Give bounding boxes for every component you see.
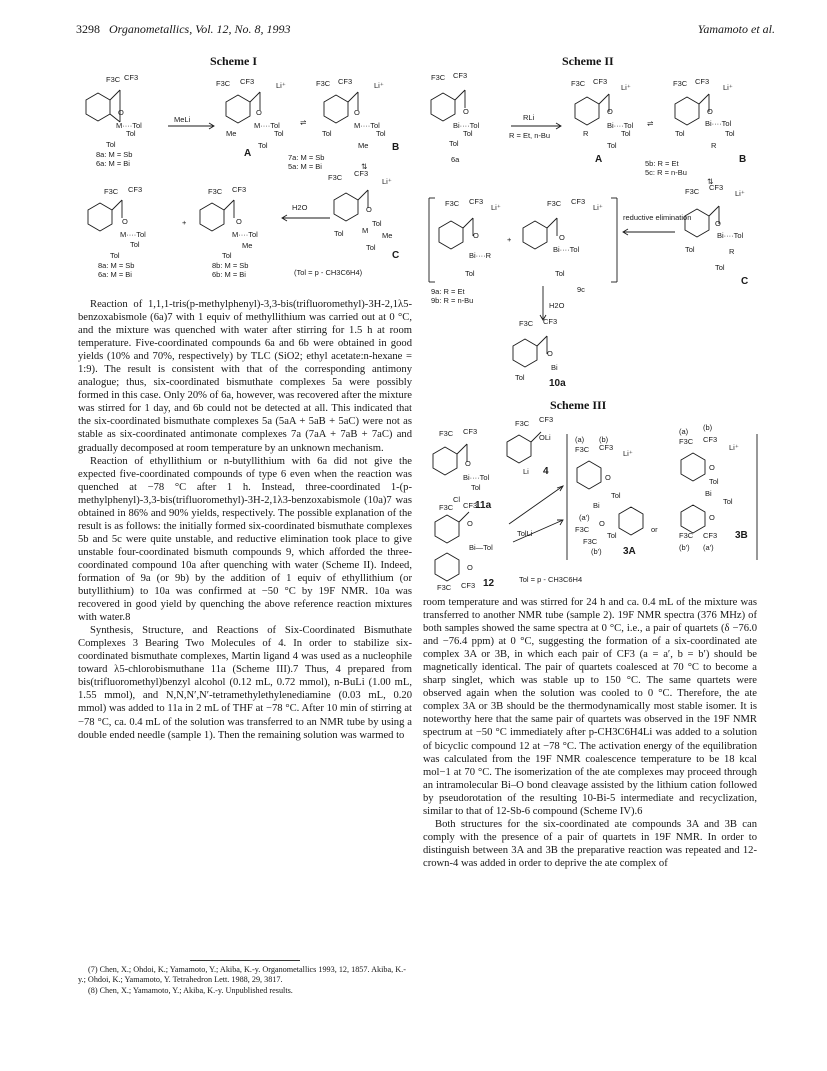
- page-number: 3298: [76, 22, 100, 36]
- svg-text:Bi····Tol: Bi····Tol: [553, 245, 580, 254]
- svg-text:O: O: [463, 107, 469, 116]
- volume-info: Vol. 12, No. 8, 1993: [195, 22, 291, 36]
- svg-text:Me: Me: [358, 141, 369, 150]
- svg-text:Tol: Tol: [715, 263, 725, 272]
- svg-text:Bi····Tol: Bi····Tol: [463, 473, 490, 482]
- svg-text:Tol: Tol: [222, 251, 232, 260]
- svg-text:F3C: F3C: [439, 429, 454, 438]
- svg-text:Tol: Tol: [106, 140, 116, 149]
- svg-text:Tol: Tol: [366, 243, 376, 252]
- label-8a-top: 8a: M = Sb: [96, 150, 133, 159]
- svg-text:Me: Me: [382, 231, 393, 240]
- svg-text:Li⁺: Li⁺: [593, 203, 603, 212]
- or-label: or: [651, 525, 658, 534]
- svg-text:Tol: Tol: [471, 483, 481, 492]
- reference-7: (7) Chen, X.; Ohdoi, K.; Yamamoto, Y.; Akiba, K.-y. Organometallics 1993, 12, 1857. Akiba, K.-y.; Ohdoi, K.; Yamamoto, Y. Tetrahedron Lett. 1988, 29, 3817.: [78, 965, 406, 984]
- label-9c: 9c: [577, 285, 585, 294]
- svg-text:F3C: F3C: [679, 531, 694, 540]
- svg-text:Bi····Tol: Bi····Tol: [705, 119, 732, 128]
- svg-text:(b): (b): [599, 435, 609, 444]
- svg-text:+: +: [507, 235, 512, 244]
- structure-8b-6b: [200, 185, 258, 260]
- svg-text:Li⁺: Li⁺: [621, 83, 631, 92]
- label-8b: 8b: M = Sb: [212, 261, 249, 270]
- svg-text:O: O: [122, 217, 128, 226]
- svg-text:R: R: [583, 129, 589, 138]
- svg-text:Tol: Tol: [334, 229, 344, 238]
- svg-text:(b′): (b′): [591, 547, 602, 556]
- label-7a: 7a: M = Sb: [288, 153, 325, 162]
- svg-text:⇅: ⇅: [361, 162, 368, 171]
- svg-text:M····Tol: M····Tol: [254, 121, 280, 130]
- svg-text:F3C: F3C: [515, 419, 530, 428]
- svg-text:Tol: Tol: [126, 129, 136, 138]
- running-header-authors: Yamamoto et al.: [697, 22, 775, 36]
- label-B-s2: B: [739, 154, 747, 165]
- svg-text:Tol: Tol: [709, 477, 719, 486]
- svg-text:F3C: F3C: [328, 173, 343, 182]
- svg-text:OLi: OLi: [539, 433, 551, 442]
- svg-text:M····Tol: M····Tol: [232, 230, 258, 239]
- label-C-s1: C: [392, 250, 400, 261]
- svg-text:F3C: F3C: [106, 75, 121, 84]
- svg-text:Tol: Tol: [607, 141, 617, 150]
- svg-text:F3C: F3C: [519, 319, 534, 328]
- svg-text:Bi····Tol: Bi····Tol: [453, 121, 480, 130]
- svg-text:O: O: [707, 107, 713, 116]
- svg-text:O: O: [715, 219, 721, 228]
- svg-text:Tol: Tol: [258, 141, 268, 150]
- reference-8: (8) Chen, X.; Yamamoto, Y.; Akiba, K.-y. Unpublished results.: [88, 986, 293, 995]
- structure-3B: [679, 423, 739, 552]
- svg-text:(b): (b): [703, 423, 713, 432]
- label-4: 4: [543, 466, 549, 477]
- svg-text:CF3: CF3: [593, 77, 608, 86]
- svg-text:CF3: CF3: [354, 169, 369, 178]
- svg-text:O: O: [118, 108, 124, 117]
- reagent-h2o-s1: H2O: [292, 203, 308, 212]
- svg-text:+: +: [182, 218, 187, 227]
- running-header-left: [76, 22, 291, 37]
- reagent-h2o-s2: H2O: [549, 301, 565, 310]
- label-6a-bottom: 6a: M = Bi: [98, 270, 132, 279]
- svg-text:F3C: F3C: [437, 583, 452, 592]
- svg-text:Cl: Cl: [453, 495, 461, 504]
- svg-text:F3C: F3C: [673, 79, 688, 88]
- svg-text:CF3: CF3: [128, 185, 143, 194]
- svg-text:F3C: F3C: [679, 437, 694, 446]
- svg-text:⇌: ⇌: [647, 119, 654, 128]
- svg-text:⇅: ⇅: [707, 177, 714, 186]
- reagent-condition-s2: R = Et, n-Bu: [509, 131, 551, 140]
- svg-text:Bi····Tol: Bi····Tol: [717, 231, 744, 240]
- right-text-column: [423, 596, 757, 870]
- paragraph-4: room temperature and was stirred for 24 h and ca. 0.4 mL of the mixture was transferred to another NMR tube (sample 2). 19F NMR spectra (376 MHz) of both samples showed the same spectra at 0 °C, i.e., a pair of quartets (δ −76.0 and −76.4 ppm) at 0 °C, suggesting the formation of a six-coordinated ate complex 3A or 3B, in which each pair of CF3 (a = a′, b = b′) should be magnetically identical. The pair of quartets coalesced at 70 °C to become a sharp singlet, which was stable up to 150 °C. The same quartets were observed again when the solution was cooled to 0 °C. Therefore, the ate complex 3A or 3B should be the thermodynamically most stable isomer. It is noteworthy here that the same pair of quartets was observed in the 19F NMR spectrum at −50 °C immediately after p-CH3C6H4Li was added to a solution of bicyclic compound 12 at −78 °C. The activation energy of the equilibration was calculated from the 19F NMR coalescence temperature to be 18 kcal mol−1 at 70 °C. The isomerization of the ate complexes may proceed through an intramolecular Bi–O bond cleavage assisted by the lithium cation followed by pseudorotation of the resulting 10-Bi-5 intermediate and recyclization, similar to that of 12-Sb-6 compound (Scheme IV).6: [423, 597, 757, 817]
- svg-text:O: O: [473, 231, 479, 240]
- svg-text:CF3: CF3: [232, 185, 247, 194]
- label-C-s2: C: [741, 276, 749, 287]
- label-A-s1: A: [244, 148, 252, 159]
- svg-text:M····Tol: M····Tol: [354, 121, 380, 130]
- svg-text:Bi: Bi: [705, 489, 712, 498]
- svg-text:M: M: [362, 226, 369, 235]
- structure-9-right: [523, 197, 603, 278]
- svg-text:F3C: F3C: [575, 445, 590, 454]
- svg-text:Bi····R: Bi····R: [469, 251, 492, 260]
- svg-text:Tol: Tol: [723, 497, 733, 506]
- svg-text:O: O: [607, 107, 613, 116]
- svg-text:Tol: Tol: [607, 531, 617, 540]
- svg-text:CF3: CF3: [571, 197, 586, 206]
- svg-text:O: O: [709, 463, 715, 472]
- label-5b: 5b: R = Et: [645, 159, 679, 168]
- scheme-2-diagram: [423, 70, 773, 390]
- footnote-references: [78, 960, 412, 997]
- svg-text:CF3: CF3: [338, 77, 353, 86]
- svg-text:O: O: [256, 108, 262, 117]
- structure-B: [316, 77, 386, 150]
- svg-text:Tol: Tol: [274, 129, 284, 138]
- paragraph-3: Synthesis, Structure, and Reactions of Six-Coordinated Bismuthate Complexes 3 Bearing Two Molecules of 4. In order to stabilize six-coordinated bismuthate complexes, Martin ligand 4 was used as a nucleophile toward λ5-chlorobismuthane 11a (Scheme III).7 Thus, 4 prepared from bis(trifluoromethyl)benzyl alcohol (0.12 mL, 0.72 mmol), n-BuLi (1.00 mL, 1.55 mmol), and N,N,N′,N′-tetramethylethylenediamine (0.03 mL, 0.20 mmol) was added to 11a in 2 mL of THF at −78 °C. After 10 min of stirring at −78 °C, ca. 0.4 mL of the solution was transferred to an NMR tube by using a double ended needle (sample 1). Then the remaining solution was warmed to: [78, 625, 412, 741]
- svg-text:F3C: F3C: [685, 187, 700, 196]
- svg-text:Bi: Bi: [593, 501, 600, 510]
- structure-3A: [575, 435, 643, 556]
- paragraph-1: Reaction of 1,1,1-tris(p-methylphenyl)-3,3-bis(trifluoromethyl)-3H-2,1λ5-benzoxabismole (6a)7 with 1 equiv of methyllithium was carried out at 0 °C, and the mixture was quenched with water after stirring for 1.5 h at room temperature. Five-coordinated compounds 6a and 6b were obtained in good yields (10% and 70%, respectively) by TLC (SiO2; ethyl acetate:n-hexane = 1:9). The result is consistent with that of the corresponding antimony analogue; thus, six-coordinated bismuthate complexes 5a were possibly formed in this case. Only 20% of 6a, however, was recovered after the mixture was stirred for 1 day, and 6b could not be detected at all. This indicated that the six-coordinated bismuthate complexes 5a (5aA + 5aB + 5aC) were not as stable as six-coordinated antimonate complexes 7a (7aA + 7aB + 7aC) and gradually decomposed at room temperature by an unknown mechanism.: [78, 299, 412, 454]
- svg-text:CF3: CF3: [469, 197, 484, 206]
- reagent-rli: RLi: [523, 113, 535, 122]
- structure-11a: [433, 427, 490, 504]
- svg-text:Tol: Tol: [130, 240, 140, 249]
- structure-A-s2: [571, 77, 634, 150]
- svg-text:O: O: [559, 233, 565, 242]
- svg-text:O: O: [709, 513, 715, 522]
- svg-text:R: R: [711, 141, 717, 150]
- svg-text:F3C: F3C: [439, 503, 454, 512]
- svg-text:Li⁺: Li⁺: [735, 189, 745, 198]
- svg-text:O: O: [465, 459, 471, 468]
- svg-text:Tol: Tol: [463, 129, 473, 138]
- svg-text:CF3: CF3: [695, 77, 710, 86]
- svg-text:Tol: Tol: [322, 129, 332, 138]
- svg-text:CF3: CF3: [124, 73, 139, 82]
- svg-text:Tol: Tol: [685, 245, 695, 254]
- structure-C: [328, 169, 392, 252]
- svg-text:(a′): (a′): [579, 513, 590, 522]
- svg-text:(a): (a): [575, 435, 585, 444]
- label-6b: 6b: M = Bi: [212, 270, 246, 279]
- svg-text:CF3: CF3: [703, 531, 718, 540]
- reductive-elimination-label: reductive elimination: [623, 213, 692, 222]
- svg-text:F3C: F3C: [216, 79, 231, 88]
- svg-text:Bi—Tol: Bi—Tol: [469, 543, 493, 552]
- svg-text:Li⁺: Li⁺: [723, 83, 733, 92]
- svg-text:CF3: CF3: [539, 415, 554, 424]
- structure-8a-6a: [86, 73, 142, 149]
- svg-text:Me: Me: [242, 241, 253, 250]
- svg-text:Li: Li: [523, 467, 529, 476]
- label-A-s2: A: [595, 154, 603, 165]
- reagent-meli: MeLi: [174, 115, 191, 124]
- svg-text:Tol: Tol: [611, 491, 621, 500]
- left-text-column: [78, 298, 412, 742]
- svg-text:Tol: Tol: [110, 251, 120, 260]
- svg-text:CF3: CF3: [453, 71, 468, 80]
- svg-text:CF3: CF3: [703, 435, 718, 444]
- svg-text:Li⁺: Li⁺: [729, 443, 739, 452]
- svg-text:(b′): (b′): [679, 543, 690, 552]
- footnote-rule: [190, 960, 300, 961]
- svg-text:Bi: Bi: [551, 363, 558, 372]
- structure-A: [216, 77, 286, 150]
- svg-text:O: O: [547, 349, 553, 358]
- svg-text:CF3: CF3: [461, 581, 476, 590]
- svg-text:Tol: Tol: [675, 129, 685, 138]
- svg-text:O: O: [467, 563, 473, 572]
- label-5c: 5c: R = n-Bu: [645, 168, 687, 177]
- svg-text:M····Tol: M····Tol: [120, 230, 146, 239]
- reagent-tolli: TolLi: [517, 529, 533, 538]
- svg-text:O: O: [366, 205, 372, 214]
- structure-B-s2: [673, 77, 735, 150]
- svg-text:Tol: Tol: [465, 269, 475, 278]
- svg-text:CF3: CF3: [599, 443, 614, 452]
- svg-text:Me: Me: [226, 129, 237, 138]
- svg-text:Tol: Tol: [372, 219, 382, 228]
- svg-text:Li⁺: Li⁺: [276, 81, 286, 90]
- label-8a-bottom: 8a: M = Sb: [98, 261, 135, 270]
- svg-text:F3C: F3C: [445, 199, 460, 208]
- label-12: 12: [483, 578, 495, 589]
- structure-6a-s2: [431, 71, 480, 148]
- svg-text:CF3: CF3: [463, 427, 478, 436]
- scheme-3-title: Scheme III: [550, 398, 607, 412]
- svg-text:O: O: [354, 108, 360, 117]
- scheme-1-diagram: [76, 70, 416, 295]
- svg-text:F3C: F3C: [583, 537, 598, 546]
- svg-text:Tol: Tol: [725, 129, 735, 138]
- structure-9-left: [439, 197, 501, 278]
- label-6a-s2: 6a: [451, 155, 460, 164]
- svg-text:CF3: CF3: [543, 317, 558, 326]
- svg-text:O: O: [236, 217, 242, 226]
- svg-text:CF3: CF3: [463, 501, 478, 510]
- label-9b: 9b: R = n-Bu: [431, 296, 474, 305]
- svg-text:R: R: [729, 247, 735, 256]
- svg-text:F3C: F3C: [575, 525, 590, 534]
- label-3A: 3A: [623, 546, 636, 557]
- svg-text:Tol: Tol: [515, 373, 525, 382]
- tol-definition-s1: (Tol = p - CH3C6H4): [294, 268, 363, 277]
- svg-text:Bi····Tol: Bi····Tol: [607, 121, 634, 130]
- svg-text:O: O: [605, 473, 611, 482]
- svg-text:O: O: [599, 519, 605, 528]
- svg-text:F3C: F3C: [208, 187, 223, 196]
- svg-text:Li⁺: Li⁺: [623, 449, 633, 458]
- structure-8a-6a-product: [88, 185, 146, 260]
- journal-name: Organometallics,: [109, 22, 193, 36]
- label-B-s1: B: [392, 142, 400, 153]
- label-9a: 9a: R = Et: [431, 287, 465, 296]
- label-3B: 3B: [735, 530, 748, 541]
- svg-text:Li⁺: Li⁺: [491, 203, 501, 212]
- scheme-1-title: Scheme I: [210, 54, 257, 68]
- label-11a: 11a: [475, 500, 492, 511]
- svg-text:F3C: F3C: [547, 199, 562, 208]
- svg-text:(a′): (a′): [703, 543, 714, 552]
- scheme-3-diagram: [423, 414, 773, 594]
- svg-text:M····Tol: M····Tol: [116, 121, 142, 130]
- svg-text:F3C: F3C: [104, 187, 119, 196]
- svg-text:Tol: Tol: [555, 269, 565, 278]
- svg-text:Tol: Tol: [621, 129, 631, 138]
- scheme-2-title: Scheme II: [562, 54, 614, 68]
- label-10a: 10a: [549, 378, 566, 389]
- svg-text:Tol: Tol: [449, 139, 459, 148]
- svg-text:(a): (a): [679, 427, 689, 436]
- svg-text:F3C: F3C: [571, 79, 586, 88]
- paragraph-2: Reaction of ethyllithium or n-butyllithium with 6a did not give the expected five-coordinated compounds of type 6 even when the reaction was quenched at −78 °C after 1 h. Instead, three-coordinated 1-(p-methylphenyl)-3,3-bis(trifluoromethyl)-3H-2,1λ3-benzoxabismole (10a)7 was obtained in 86% and 90% yields, respectively. The possible explanation of the result is as follows: the initially formed six-coordinated bismuthate complexes 5b and 5c were quite unstable, and reductive elimination took place to give unstable four-coordinated bismuth compounds 9, which afforded the three-coordinated compound 10a after quenching with water (Scheme II). Indeed, formation of 9a (or 9b) by the addition of 1 equiv of ethyllithium (or butyllithium) to 10a was confirmed at −50 °C by 19F NMR. 10a was recovered in good yield by quenching the above reference reaction mixtures with water.8: [78, 455, 412, 624]
- paragraph-5: Both structures for the six-coordinated ate compounds 3A and 3B can comply with the presence of a pair of quartets in 19F NMR. In order to distinguish between 3A and 3B the preparative reaction was repeated and 12-crown-4 was added in order to deprive the ate complex of: [423, 818, 757, 869]
- svg-text:F3C: F3C: [431, 73, 446, 82]
- svg-text:Tol: Tol: [376, 129, 386, 138]
- tol-definition-s3: Tol = p - CH3C6H4: [519, 575, 583, 584]
- svg-text:CF3: CF3: [240, 77, 255, 86]
- svg-text:⇌: ⇌: [300, 118, 307, 127]
- svg-text:Li⁺: Li⁺: [374, 81, 384, 90]
- label-6a-top: 6a: M = Bi: [96, 159, 130, 168]
- svg-text:Li⁺: Li⁺: [382, 177, 392, 186]
- label-5a: 5a: M = Bi: [288, 162, 322, 171]
- svg-text:CF3: CF3: [709, 183, 724, 192]
- svg-text:F3C: F3C: [316, 79, 331, 88]
- structure-10a: [513, 317, 558, 382]
- svg-text:O: O: [467, 519, 473, 528]
- structure-C-s2: [685, 183, 745, 272]
